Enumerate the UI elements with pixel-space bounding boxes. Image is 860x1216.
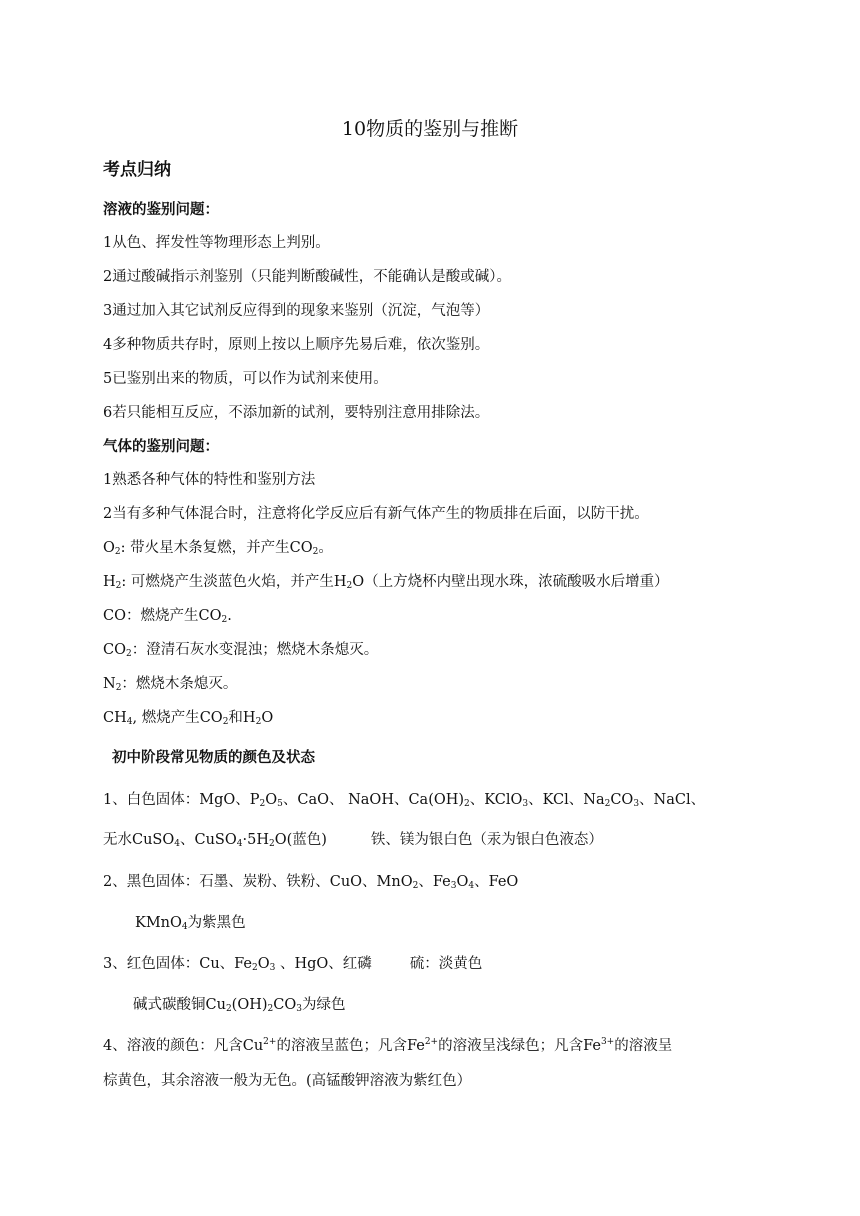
- solution-item-4: 4多种物质共存时，原则上按以上顺序先易后难，依次鉴别。: [103, 337, 490, 353]
- solution-item-1: 1从色、挥发性等物理形态上判别。: [103, 235, 330, 251]
- gas-h2-line: $H_2$: 可燃烧产生淡蓝色火焰，并产生$H_2O$（上方烧杯内壁出现水珠，浓硫酸吸水后增重）: [103, 574, 669, 591]
- solution-item-3: 3通过加入其它试剂反应得到的现象来鉴别（沉淀，气泡等）: [103, 303, 490, 319]
- white-solids-line-1: 1、白色固体：MgO、$P_2O_5$、CaO、 NaOH、$Ca(OH)_2$、KClO$_3$、KCl、$Na_2CO_3$、NaCl、: [103, 792, 706, 809]
- black-solids-line-2: KMnO$_4$为紫黑色: [135, 915, 246, 932]
- gas-item-2: 2当有多种气体混合时，注意将化学反应后有新气体产生的物质排在后面，以防干扰。: [103, 506, 649, 522]
- solution-heading: 溶液的鉴别问题：: [103, 202, 219, 218]
- red-solids-line-1: 3、红色固体：Cu、$Fe_2O_3$ 、HgO、红磷 硫：淡黄色: [103, 956, 483, 973]
- gas-ch4-line: $CH_4$, 燃烧产生$CO_2$和$H_2O$: [103, 710, 274, 727]
- white-solids-line-2: 无水CuSO$_4$、$CuSO_4\cdot 5H_2O$(蓝色) 铁、镁为银白色（汞为银白色液态）: [103, 832, 603, 849]
- gas-o2-line: $O_2$: 带火星木条复燃，并产生$CO_2$。: [103, 540, 333, 557]
- section-heading: 考点归纳: [103, 160, 171, 180]
- gas-co-line: CO：燃烧产生$CO_2$.: [103, 608, 232, 625]
- gas-n2-line: $N_2$：燃烧木条熄灭。: [103, 676, 238, 693]
- solution-colors-line-2: 棕黄色，其余溶液一般为无色。(高锰酸钾溶液为紫红色）: [103, 1073, 472, 1089]
- black-solids-line-1: 2、黑色固体：石墨、炭粉、铁粉、CuO、MnO$_2$、$Fe_3O_4$、FeO: [103, 874, 519, 891]
- colors-heading: 初中阶段常见物质的颜色及状态: [112, 750, 315, 766]
- solution-item-6: 6若只能相互反应，不添加新的试剂，要特别注意用排除法。: [103, 405, 490, 421]
- solution-colors-line-1: 4、溶液的颜色：凡含$Cu^{2+}$的溶液呈蓝色；凡含$Fe^{2+}$的溶液呈浅绿色；凡含$Fe^{3+}$的溶液呈: [103, 1037, 673, 1054]
- red-solids-line-2: 碱式碳酸铜$Cu_2(OH)_2CO_3$为绿色: [133, 997, 346, 1014]
- gas-co2-line: $CO_2$：澄清石灰水变混浊；燃烧木条熄灭。: [103, 642, 379, 659]
- gas-item-1: 1熟悉各种气体的特性和鉴别方法: [103, 472, 316, 488]
- page-title: 10物质的鉴别与推断: [341, 118, 519, 140]
- gas-heading: 气体的鉴别问题：: [103, 439, 219, 455]
- solution-item-5: 5已鉴别出来的物质，可以作为试剂来使用。: [103, 371, 388, 387]
- solution-item-2: 2通过酸碱指示剂鉴别（只能判断酸碱性，不能确认是酸或碱）。: [103, 269, 511, 285]
